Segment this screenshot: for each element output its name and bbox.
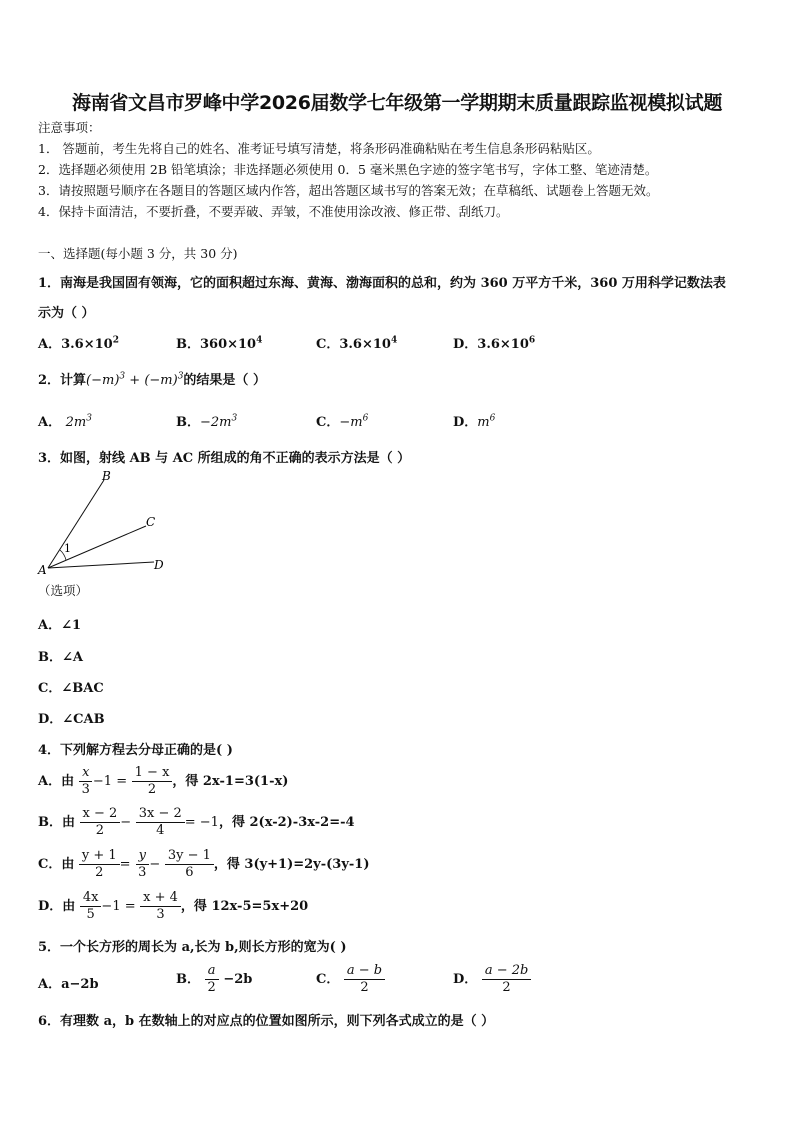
q5-option-a: A．a−2b [38, 977, 99, 992]
section-heading: 一、选择题(每小题 3 分，共 30 分) [38, 246, 238, 261]
notice-item-3: 3．请按照题号顺序在各题目的答题区域内作答，超出答题区域书写的答案无效；在草稿纸、试题卷上答题无效。 [38, 183, 659, 198]
q2-option-b: B．$-2m^3$ [176, 413, 238, 430]
notice-heading: 注意事项： [38, 120, 101, 135]
q5-option-b: B． $\frac{a}{2}$ −2b [176, 963, 253, 995]
q3-option-b: B．∠A [38, 650, 83, 665]
q3-option-d: D．∠CAB [38, 712, 105, 727]
ray-ac [48, 526, 146, 568]
q3-caption: （选项） [38, 583, 89, 598]
label-d: D [154, 558, 164, 572]
q1-option-c: C．$3.6\times 10^4$ [316, 335, 398, 352]
q5-option-c: C． $\frac{a - b}{2}$ [316, 963, 385, 996]
notice-item-2: 2．选择题必须使用 2B 铅笔填涂；非选择题必须使用 0．5 毫米黑色字迹的签字笔书写，字体工整、笔迹清楚。 [38, 162, 658, 177]
label-c: C [146, 515, 156, 529]
q4-option-d: D．由 $\frac{4x}{5}$ −1 = $\frac{x + 4}{3}$ ，得 12x-5=5x+20 [38, 890, 309, 922]
notice-item-1: 1． 答题前，考生先将自己的姓名、准考证号填写清楚，将条形码准确粘贴在考生信息条形码粘贴区。 [38, 141, 600, 156]
notice-item-4: 4．保持卡面清洁，不要折叠，不要弄破、弄皱，不准使用涂改液、修正带、刮纸刀。 [38, 204, 509, 219]
ray-ad [48, 562, 154, 568]
q5-stem: 5．一个长方形的周长为 a,长为 b,则长方形的宽为( ) [38, 940, 347, 955]
q2-option-a: A． $2m^3$ [38, 413, 92, 430]
page-title: 海南省文昌市罗峰中学2026届数学七年级第一学期期末质量跟踪监视模拟试题 [71, 92, 723, 114]
q2-option-d: D．$m^6$ [453, 413, 496, 430]
label-a: A [38, 563, 47, 577]
label-b: B [102, 469, 111, 483]
q3-option-c: C．∠BAC [38, 681, 104, 696]
q4-option-b: B．由 $\frac{x - 2}{2}$ − $\frac{3x - 2}{4}$ = −1，得 2(x-2)-3x-2=-4 [38, 806, 355, 838]
q2-stem: 2．计算$(-m)^3 + (-m)^3$的结果是（ ） [38, 371, 266, 388]
q3-option-a: A．∠1 [38, 618, 82, 633]
q1-option-b: B．$360\times 10^4$ [176, 335, 263, 352]
q6-stem: 6．有理数 a，b 在数轴上的对应点的位置如图所示，则下列各式成立的是（ ） [38, 1014, 495, 1029]
q4-stem: 4．下列解方程去分母正确的是( ) [38, 743, 233, 758]
q1-option-a: A．$3.6\times 10^2$ [38, 335, 119, 352]
q1-option-d: D．$3.6\times 10^6$ [453, 335, 536, 352]
q5-option-d: D． $\frac{a - 2b}{2}$ [453, 963, 531, 996]
q4-option-a: A．由 $\frac{x}{3}$ −1 = $\frac{1 - x}{2}$ ，得 2x-1=3(1-x) [38, 765, 289, 797]
q1-stem-line1: 1．南海是我国固有领海，它的面积超过东海、黄海、渤海面积的总和，约为 360 万平方千米，360 万用科学记数法表 [38, 276, 726, 291]
label-angle-1: 1 [64, 542, 71, 555]
q2-option-c: C．$-m^6$ [316, 413, 369, 430]
q3-angle-figure [36, 466, 176, 578]
q3-stem: 3．如图，射线 AB 与 AC 所组成的角不正确的表示方法是（ ） [38, 451, 411, 466]
q4-option-c: C．由 $\frac{y + 1}{2}$ = $\frac{y}{3}$ − $\frac{3y - 1}{6}$ ，得 3(y+1)=2y-(3y-1) [38, 848, 370, 880]
ray-ab [48, 480, 104, 568]
q1-stem-line2: 示为（ ） [38, 306, 95, 321]
